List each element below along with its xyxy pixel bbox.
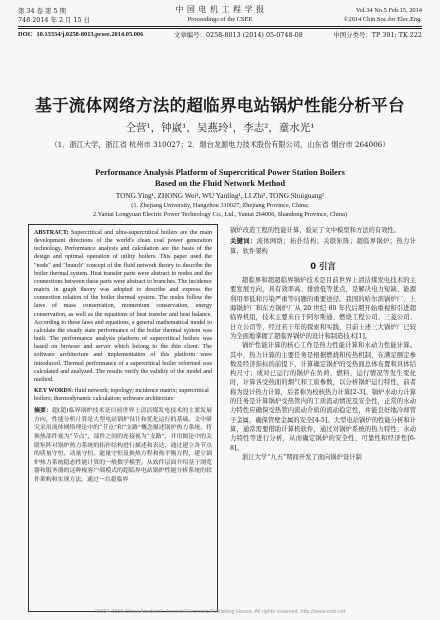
- article-number: 文章编号：0258-8013 (2014) 05-0748-08: [174, 31, 303, 39]
- affiliation-en-line2: 2.Yantai Longyuan Electric Power Technology Co., Ltd., Yantai 264006, Shandong Province, China): [93, 210, 347, 218]
- paper-title-en: [0, 167, 440, 189]
- abstract-en-label: ABSTRACT:: [34, 230, 69, 236]
- abstract-cn: [34, 407, 212, 484]
- keywords-en-label: KEY WORDS:: [34, 387, 74, 394]
- clc-number: 中图分类号：TP 391; TK 222: [333, 31, 422, 39]
- intro-paragraph-2: 锅炉性能计算的核心工作是热力性能计算和水动力性能计算。其中，热力计算的主要任务是根据燃烧和传热机制，在满足额定参数及经济指标的前提下，计算确定锅炉的受热面总体布置和具体结构尺寸；或对已运行的锅炉在负荷、燃料、运行情况等发生变化时，计算各受热面的烟气和工质参数，以分析锅炉运行特性，前者称为设计热力计算，后者称为校核热力计算[2-3]。锅炉水动力计算的任务是计算锅炉受热管内的工质流动情况及安全性，正常的水动力特性应确保受热管内流动介质的流动稳定性，并能良好地冷却管子金属，确保管壁金属的安全[4-5]。大型电站锅炉的性能分析和计算，通常需要借助计算机软件，通过对锅炉系统的热力特性、水动力特性等进行分析，从而确定锅炉的安全性、可靠性和经济性[6-8]。: [230, 342, 416, 452]
- abstract-cn-continued: 锅炉改造工程的性能计算，验证了文中模型和方法的有效性。: [230, 227, 401, 234]
- cnki-watermark: ?1994-2016 China Academic Journal Electronic Publishing House. All rights reserved. http://www.cnki.net: [94, 609, 346, 615]
- abstract-en-text: Supercritical and ultra-supercritical boilers are the main development directions of the world's clean coal power generation technology. Performance analysis and calculation are the basis of the design and optimal operation of utility boilers. This paper used the "node" and "branch" concept of the fluid network theory to describe the boiler thermal system. Heat transfer parts were abstract to nodes and the connections between these parts were abstract to branches. The incidence matrix in graph theory was adopted to describe and express the connection relation of the boiler thermal system. The nodes follow the laws of mass conservation, momentum conservation, energy conservation, as well as the equations of heat transfer and heat balance. According to these laws and equations, a general mathematical model to calculate the steady state performance of the boiler thermal system was built. The performance analysis platform of supercritical boilers was based on browser and server which belong to the thin client. The software architecture and implementation of this platform were introduced. Thermal performance of a supercritical boiler reformed was calculated and analyzed. The results verify the validity of the model and method.: [34, 230, 212, 383]
- volume-info-en: Vol.34 No.5 Feb.15, 2014: [355, 7, 422, 14]
- authors-cn: 仝营¹，钟崴¹，吴燕玲¹，李志²，童水光¹: [125, 122, 315, 134]
- abstract-cn-label: 摘要：: [34, 407, 52, 415]
- journal-name-en: Proceedings of the CSEE: [187, 16, 253, 23]
- header-rule-top: [18, 26, 422, 27]
- volume-issue: 第 34 卷 第 5 期: [18, 7, 66, 15]
- copyright-en: ©2014 Chin.Soc.for Elec.Eng.: [343, 16, 422, 23]
- paper-title-en-line2: Based on the Fluid Network Method: [154, 179, 286, 188]
- right-column: [230, 226, 416, 462]
- keywords-en-text: fluid network; topology; incidence matrix; supercritical boilers; thermodynamic calculation; software architecture: [34, 387, 209, 403]
- affiliation-en: [0, 202, 440, 219]
- abstract-box: [28, 224, 218, 612]
- keywords-en: [34, 387, 212, 403]
- intro-paragraph-3: 浙江大学“九五”期间开发了面向锅炉设计制: [242, 453, 362, 461]
- keywords-cn: [230, 237, 416, 256]
- affiliation-cn: （1．浙江大学，浙江省 杭州市 310027；2．烟台龙源电力技术股份有限公司，山东省 烟台市 264006）: [50, 140, 390, 149]
- authors-en: TONG Ying¹, ZHONG Wei¹, WU Yanling¹, LI Zhi², TONG Shuiguang¹: [115, 191, 325, 200]
- header-rule-bottom: [18, 28, 422, 29]
- page-date: 748 2014 年 2 月 15 日: [18, 16, 91, 24]
- keywords-cn-text: 流体网络；拓扑结构；关联矩阵；超临界锅炉；热力计算；软件架构: [230, 238, 417, 255]
- paper-title-en-line1: Performance Analysis Platform of Supercritical Power Station Boilers: [95, 168, 345, 177]
- paper-title-cn: 基于流体网络方法的超临界电站锅炉性能分析平台: [35, 96, 405, 115]
- journal-name-cn: 中 国 电 机 工 程 学 报: [175, 5, 265, 14]
- abstract-cn-text: 超(超)临界锅炉技术是目前世界上清洁煤发电技术的主要发展方向，性能分析计算是大型电站锅炉设计和优化运行的基础。文中研究采用流体网络理论中的“节点”和“支路”概念描述锅炉热力系统，将换热部件视为“节点”，部件之间的连接视为“支路”，并用图论中的关联矩阵对锅炉热力系统的拓扑结构进行描述和表达，通过建立各节点的质量守恒、动量守恒、能量守恒及换热方程和热平衡方程，建立锅炉热力系统稳态性能计算的一般数学模型。从软件层面介绍基于浏览器和服务器的这种瘦客户端模式的超临界电站锅炉性能分析系统的软件架构和实现方法。通过一台超临界: [34, 408, 212, 484]
- doi: DOI：10.13334/j.0258-8013.pcsee.2014.05.006: [18, 31, 144, 38]
- abstract-en: [34, 229, 212, 384]
- section-heading-intro: 0 引言: [310, 260, 336, 271]
- intro-paragraph-1: 超临界和超超临界锅炉技术是目前世界上清洁煤发电技术的主要发展方向，具有效率高、排放低等优点，是解决电力短缺、能源利用率低和污染严重等问题的重要途径。我国的哈尔滨锅炉厂、上海锅炉厂和东方锅炉厂从 20 世纪 80 年代后期开始重视和引进超临界机组，技术主要来自于阿尔斯通、燃烧工程公司、三菱公司、日立公司等，经过若干年的探索和实践，目前上述三大锅炉厂已较为全面地掌握了超临界锅炉的设计和制造技术[1]。: [230, 277, 416, 340]
- affiliation-en-line1: (1. Zhejiang University, Hangzhou 310027, Zhejiang Province, China;: [131, 202, 309, 209]
- keywords-cn-label: 关键词：: [230, 238, 257, 246]
